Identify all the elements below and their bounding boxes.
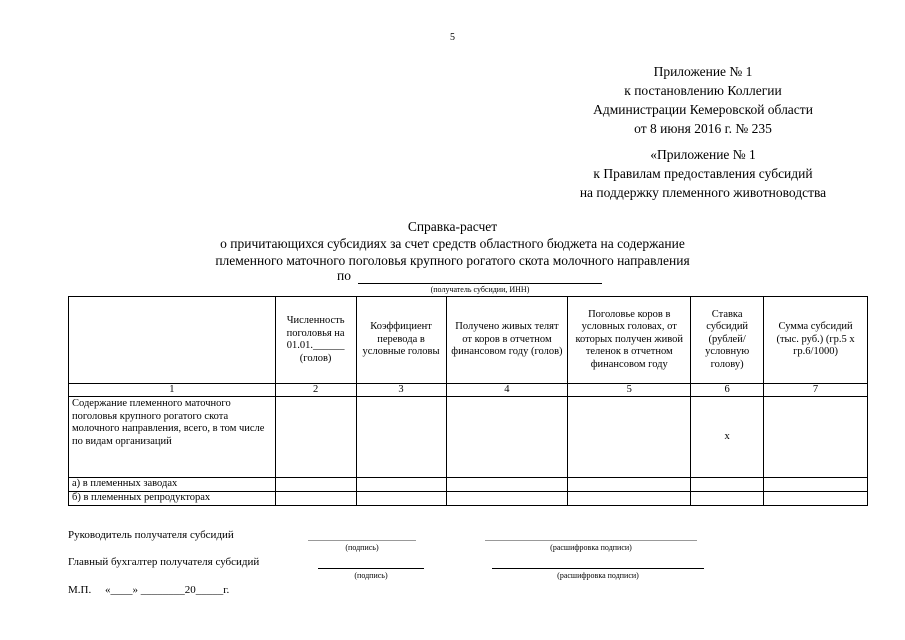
table-number-row — [69, 384, 868, 397]
table-row-breeding-reproducers — [69, 492, 868, 506]
column-number: 2 — [275, 384, 356, 397]
appendix-line: «Приложение № 1 — [650, 147, 756, 162]
table-cell[interactable] — [275, 478, 356, 492]
table-cell[interactable] — [275, 492, 356, 506]
appendix-line: к постановлению Коллегии — [624, 83, 782, 98]
table-cell[interactable] — [691, 478, 764, 492]
appendix-line: от 8 июня 2016 г. № 235 — [634, 121, 772, 136]
table-cell[interactable] — [446, 478, 568, 492]
table-cell[interactable] — [764, 492, 868, 506]
table-cell[interactable] — [275, 397, 356, 478]
column-number: 4 — [446, 384, 568, 397]
document-title — [0, 218, 905, 269]
accountant-signature-caption: (подпись) — [354, 571, 388, 580]
table-row-breeding-farms — [69, 478, 868, 492]
appendix-header — [543, 62, 863, 138]
calculation-table — [68, 296, 868, 506]
appendix-line: Приложение № 1 — [653, 64, 753, 79]
head-signature-caption: (подпись) — [345, 543, 379, 552]
accountant-signature-label: Главный бухгалтер получателя субсидий — [68, 556, 260, 568]
header-cell: Ставка субсидий (рублей/ условную голову) — [691, 297, 764, 384]
appendix-line: Администрации Кемеровской области — [593, 102, 813, 117]
rate-cell: х — [691, 397, 764, 478]
title-line: Справка-расчет — [407, 219, 498, 234]
page-number: 5 — [450, 32, 455, 43]
row-label: Содержание племенного маточного поголовья крупного рогатого скота молочного направления, всего, в том числе по видам организаций — [69, 397, 276, 478]
accountant-signature-line[interactable] — [318, 568, 424, 569]
header-cell: Численность поголовья на 01.01.______ (голов) — [275, 297, 356, 384]
table-cell[interactable] — [568, 397, 691, 478]
column-number: 1 — [69, 384, 276, 397]
head-signature-line[interactable] — [308, 540, 416, 541]
title-line: племенного маточного поголовья крупного рогатого скота молочного направления — [215, 253, 690, 268]
column-number: 6 — [691, 384, 764, 397]
header-cell: Поголовье коров в условных головах, от которых получен живой теленок в отчетном финансовом году — [568, 297, 691, 384]
column-number: 7 — [764, 384, 868, 397]
accountant-decode-caption: (расшифровка подписи) — [557, 571, 639, 580]
header-cell: Сумма субсидий (тыс. руб.) (гр.5 х гр.6/1000) — [764, 297, 868, 384]
appendix-rules-header — [543, 145, 863, 202]
head-decode-caption: (расшифровка подписи) — [550, 543, 632, 552]
table-cell[interactable] — [446, 492, 568, 506]
header-cell — [69, 297, 276, 384]
appendix-line: к Правилам предоставления субсидий — [593, 166, 813, 181]
recipient-label: по — [337, 268, 351, 283]
table-cell[interactable] — [446, 397, 568, 478]
table-cell[interactable] — [356, 478, 446, 492]
table-header-row — [69, 297, 868, 384]
accountant-decode-line[interactable] — [492, 568, 704, 569]
table-cell[interactable] — [691, 492, 764, 506]
table-cell[interactable] — [568, 492, 691, 506]
column-number: 5 — [568, 384, 691, 397]
row-label: б) в племенных репродукторах — [69, 492, 276, 506]
appendix-line: на поддержку племенного животноводства — [579, 185, 827, 200]
table-cell[interactable] — [356, 492, 446, 506]
table-cell[interactable] — [764, 478, 868, 492]
head-signature-label: Руководитель получателя субсидий — [68, 529, 234, 541]
stamp-date-line: М.П. «____» ________20_____г. — [68, 584, 230, 596]
table-cell[interactable] — [568, 478, 691, 492]
table-cell[interactable] — [356, 397, 446, 478]
title-line: о причитающихся субсидиях за счет средств областного бюджета на содержание — [220, 236, 685, 251]
recipient-field[interactable] — [358, 283, 602, 284]
row-label: а) в племенных заводах — [69, 478, 276, 492]
recipient-caption: (получатель субсидии, ИНН) — [430, 285, 530, 294]
head-decode-line[interactable] — [485, 540, 697, 541]
table-row-total — [69, 397, 868, 478]
table-cell[interactable] — [764, 397, 868, 478]
header-cell: Получено живых телят от коров в отчетном финансовом году (голов) — [446, 297, 568, 384]
header-cell: Коэффициент перевода в условные головы — [356, 297, 446, 384]
column-number: 3 — [356, 384, 446, 397]
